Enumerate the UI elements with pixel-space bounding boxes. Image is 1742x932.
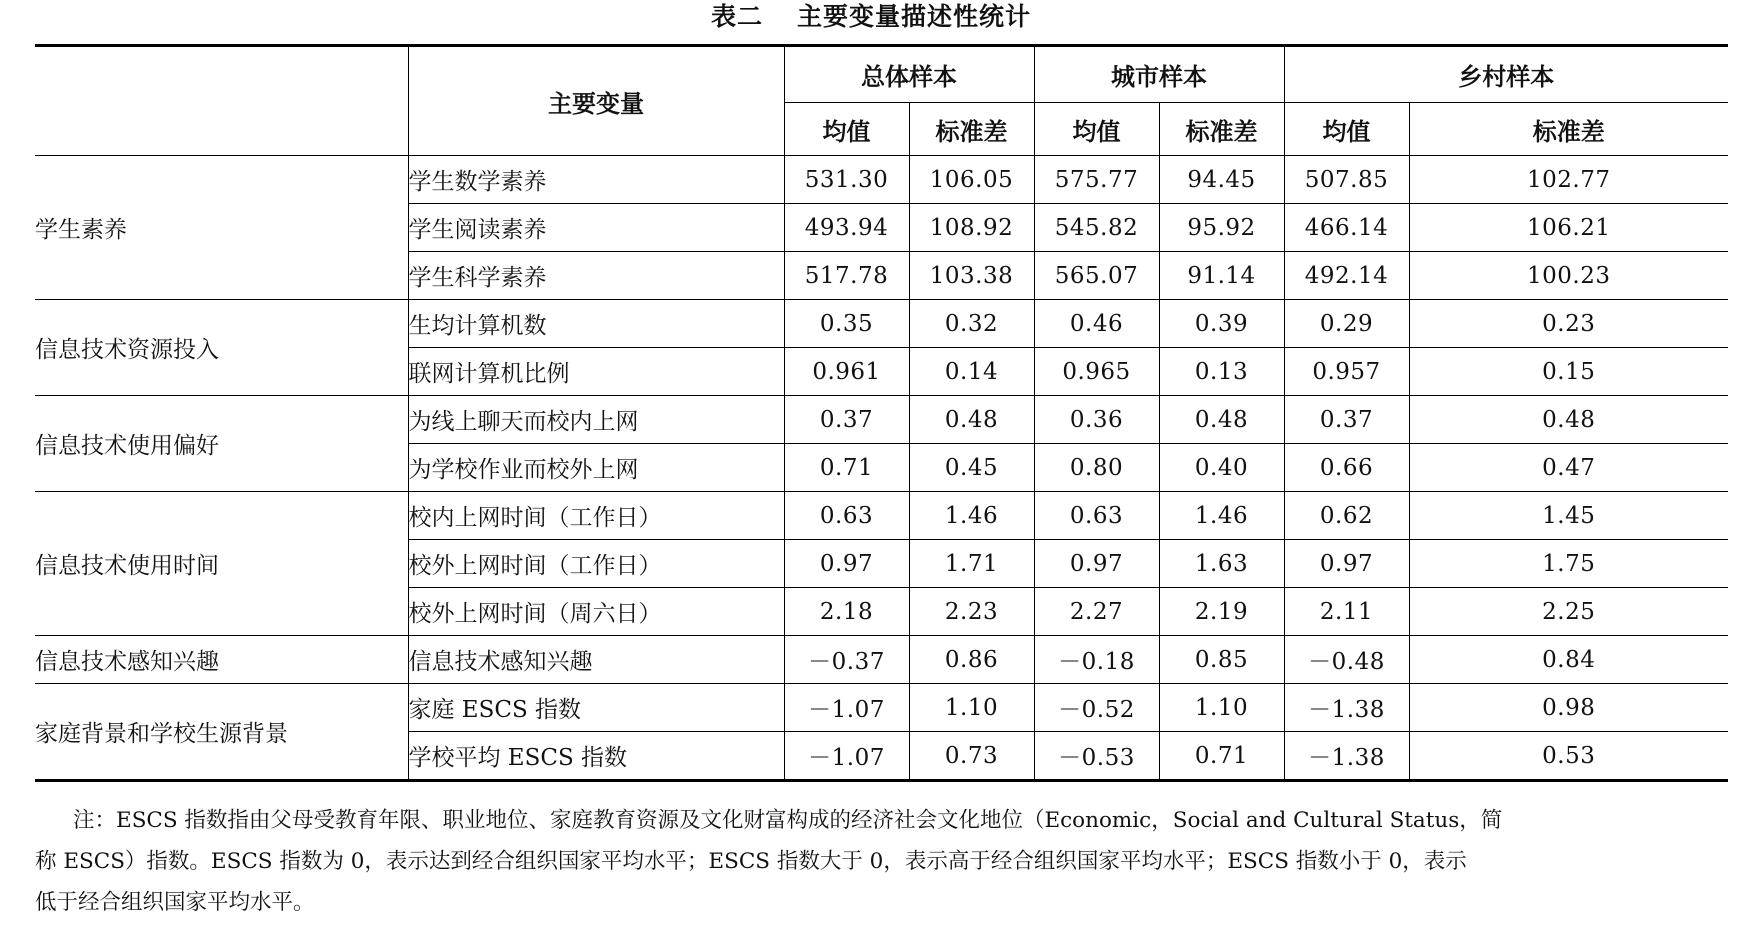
mean-value-cell: －0.53 [1034,732,1159,781]
sd-value-cell: 0.85 [1159,636,1284,684]
sd-value-cell: 1.71 [909,540,1034,588]
sd-value-cell: 108.92 [909,204,1034,252]
sd-value-cell: 0.32 [909,300,1034,348]
sd-value-cell: 1.75 [1409,540,1728,588]
sd-value-cell: 0.98 [1409,684,1728,732]
variable-label-cell: 校外上网时间（工作日） [408,540,784,588]
mean-value-cell: 0.97 [1284,540,1409,588]
category-cell: 信息技术使用时间 [35,492,408,636]
variable-label-cell: 学生科学素养 [408,252,784,300]
mean-value-cell: －0.48 [1284,636,1409,684]
mean-value-cell: 2.27 [1034,588,1159,636]
mean-value-cell: 0.29 [1284,300,1409,348]
mean-value-cell: 0.37 [1284,396,1409,444]
sd-value-cell: 0.48 [1159,396,1284,444]
header-rural-mean: 均值 [1284,103,1409,156]
sd-value-cell: 0.39 [1159,300,1284,348]
mean-value-cell: 0.66 [1284,444,1409,492]
table-title [0,0,1742,34]
mean-value-cell: 0.961 [784,348,909,396]
sd-value-cell: 0.53 [1409,732,1728,781]
variable-label-cell: 生均计算机数 [408,300,784,348]
mean-value-cell: 575.77 [1034,156,1159,204]
mean-value-cell: 0.97 [1034,540,1159,588]
sd-value-cell: 1.10 [1159,684,1284,732]
mean-value-cell: 493.94 [784,204,909,252]
sd-value-cell: 0.48 [909,396,1034,444]
sd-value-cell: 103.38 [909,252,1034,300]
mean-value-cell: 507.85 [1284,156,1409,204]
header-rural-sd: 标准差 [1409,103,1728,156]
sd-value-cell: 2.19 [1159,588,1284,636]
table-row [35,684,1728,732]
table-row [35,492,1728,540]
header-group-urban: 城市样本 [1034,46,1284,103]
sd-value-cell: 0.45 [909,444,1034,492]
variable-label-cell: 为线上聊天而校内上网 [408,396,784,444]
variable-label-cell: 家庭 ESCS 指数 [408,684,784,732]
sd-value-cell: 0.71 [1159,732,1284,781]
mean-value-cell: 2.18 [784,588,909,636]
sd-value-cell: 0.23 [1409,300,1728,348]
mean-value-cell: 565.07 [1034,252,1159,300]
sd-value-cell: 95.92 [1159,204,1284,252]
header-total-mean: 均值 [784,103,909,156]
sd-value-cell: 1.45 [1409,492,1728,540]
mean-value-cell: 466.14 [1284,204,1409,252]
mean-value-cell: －0.37 [784,636,909,684]
category-cell: 学生素养 [35,156,408,300]
sd-value-cell: 94.45 [1159,156,1284,204]
sd-value-cell: 1.46 [909,492,1034,540]
note-line: 称 ESCS）指数。ESCS 指数为 0，表示达到经合组织国家平均水平；ESCS 指数大于 0，表示高于经合组织国家平均水平；ESCS 指数小于 0，表示 [35,849,1467,874]
mean-value-cell: 0.37 [784,396,909,444]
mean-value-cell: －0.52 [1034,684,1159,732]
table-note [35,800,1725,923]
header-category-blank [35,46,408,156]
mean-value-cell: 2.11 [1284,588,1409,636]
mean-value-cell: －1.38 [1284,684,1409,732]
note-line: 注：ESCS 指数指由父母受教育年限、职业地位、家庭教育资源及文化财富构成的经济社会文化地位（Economic，Social and Cultural Status，简 [73,808,1503,833]
sd-value-cell: 0.40 [1159,444,1284,492]
mean-value-cell: 0.957 [1284,348,1409,396]
mean-value-cell: 517.78 [784,252,909,300]
sd-value-cell: 1.63 [1159,540,1284,588]
sd-value-cell: 1.10 [909,684,1034,732]
header-urban-mean: 均值 [1034,103,1159,156]
sd-value-cell: 91.14 [1159,252,1284,300]
mean-value-cell: 0.80 [1034,444,1159,492]
note-line: 低于经合组织国家平均水平。 [35,890,315,915]
mean-value-cell: －1.07 [784,684,909,732]
mean-value-cell: 0.35 [784,300,909,348]
sd-value-cell: 100.23 [1409,252,1728,300]
sd-value-cell: 102.77 [1409,156,1728,204]
mean-value-cell: 531.30 [784,156,909,204]
variable-label-cell: 为学校作业而校外上网 [408,444,784,492]
mean-value-cell: －1.07 [784,732,909,781]
sd-value-cell: 0.14 [909,348,1034,396]
header-total-sd: 标准差 [909,103,1034,156]
sd-value-cell: 0.15 [1409,348,1728,396]
sd-value-cell: 0.73 [909,732,1034,781]
mean-value-cell: 0.62 [1284,492,1409,540]
table-row [35,636,1728,684]
table-row [35,396,1728,444]
category-cell: 信息技术感知兴趣 [35,636,408,684]
descriptive-statistics-table [35,44,1728,782]
table-body [35,156,1728,781]
table-header [35,46,1728,156]
mean-value-cell: 0.63 [784,492,909,540]
variable-label-cell: 学生数学素养 [408,156,784,204]
table-row [35,300,1728,348]
header-main-variable: 主要变量 [408,46,784,156]
mean-value-cell: 0.965 [1034,348,1159,396]
sd-value-cell: 106.21 [1409,204,1728,252]
category-cell: 家庭背景和学校生源背景 [35,684,408,781]
variable-label-cell: 学生阅读素养 [408,204,784,252]
table-number: 表二 [710,2,763,31]
sd-value-cell: 0.13 [1159,348,1284,396]
category-cell: 信息技术资源投入 [35,300,408,396]
table-caption: 主要变量描述性统计 [797,2,1032,31]
sd-value-cell: 2.23 [909,588,1034,636]
variable-label-cell: 校内上网时间（工作日） [408,492,784,540]
mean-value-cell: －0.18 [1034,636,1159,684]
mean-value-cell: 0.36 [1034,396,1159,444]
sd-value-cell: 1.46 [1159,492,1284,540]
sd-value-cell: 106.05 [909,156,1034,204]
mean-value-cell: 0.97 [784,540,909,588]
mean-value-cell: 0.46 [1034,300,1159,348]
sd-value-cell: 0.84 [1409,636,1728,684]
variable-label-cell: 学校平均 ESCS 指数 [408,732,784,781]
header-group-rural: 乡村样本 [1284,46,1728,103]
variable-label-cell: 校外上网时间（周六日） [408,588,784,636]
sd-value-cell: 0.47 [1409,444,1728,492]
sd-value-cell: 0.86 [909,636,1034,684]
header-group-total: 总体样本 [784,46,1034,103]
mean-value-cell: －1.38 [1284,732,1409,781]
variable-label-cell: 联网计算机比例 [408,348,784,396]
table-row [35,156,1728,204]
sd-value-cell: 2.25 [1409,588,1728,636]
mean-value-cell: 0.71 [784,444,909,492]
header-urban-sd: 标准差 [1159,103,1284,156]
mean-value-cell: 545.82 [1034,204,1159,252]
category-cell: 信息技术使用偏好 [35,396,408,492]
mean-value-cell: 0.63 [1034,492,1159,540]
sd-value-cell: 0.48 [1409,396,1728,444]
variable-label-cell: 信息技术感知兴趣 [408,636,784,684]
mean-value-cell: 492.14 [1284,252,1409,300]
